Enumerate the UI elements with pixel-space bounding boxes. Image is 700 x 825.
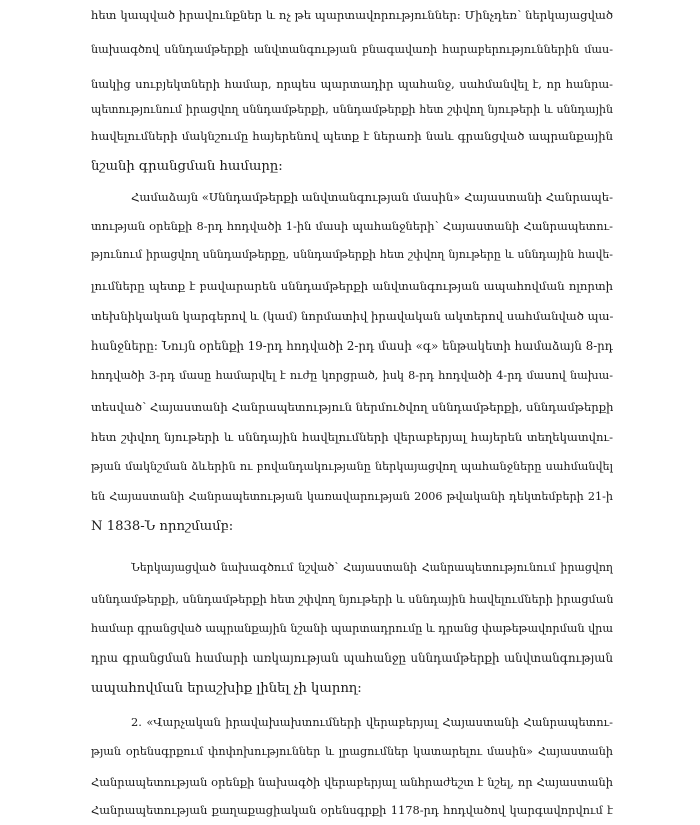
paragraph-3-line: սննդամթերքի, սննդամթերքի հետ շփվող նյութերի և սննդային հավելումների իրացման bbox=[91, 593, 613, 606]
paragraph-2-line: հանջները: Նույն օրենքի 19-րդ հոդվածի 2-րդ մասի «գ» ենթակետի համաձայն 8-րդ bbox=[91, 339, 613, 353]
paragraph-1-line: հետ կապված իրավունքներ և ոչ թե պարտավորություններ: Մինչդեռ՝ ներկայացված bbox=[91, 8, 613, 22]
paragraph-2-line: տեսված՝ Հայաստանի Հանրապետություն ներմուծվող սննդամթերքի, սննդամթերքի bbox=[91, 400, 613, 414]
paragraph-1-line: պետությունում իրացվող սննդամթերքի, սննդամթերքի հետ շփվող նյութերի և սննդային bbox=[91, 103, 613, 116]
paragraph-2-line: են Հայաստանի Հանրապետության կառավարության 2006 թվականի դեկտեմբերի 21-ի bbox=[91, 490, 613, 503]
paragraph-4-line: թյան օրենսգրքում փոփոխություններ և լրացումներ կատարելու մասին» Հայաստանի bbox=[91, 745, 613, 758]
paragraph-1-line-last: նշանի գրանցման համարը: bbox=[91, 159, 283, 174]
paragraph-3-line-last: ապահովման երաշխիք լինել չի կարող: bbox=[91, 681, 362, 696]
paragraph-3-line-first: Ներկայացված նախագծում նշված՝ Հայաստանի Հանրապետությունում իրացվող bbox=[131, 561, 613, 574]
paragraph-2-line-last: N 1838-Ն որոշմամբ: bbox=[91, 519, 234, 534]
paragraph-3-line: դրա գրանցման համարի առկայության պահանջը սննդամթերքի անվտանգության bbox=[91, 651, 613, 665]
paragraph-3-line: համար գրանցված ապրանքային նշանի պարտադրումը և դրանց փաթեթավորման վրա bbox=[91, 622, 613, 635]
paragraph-4-line-first: 2. «Վարչական իրավախախտումների վերաբերյալ Հայաստանի Հանրապետու- bbox=[131, 715, 613, 729]
paragraph-2-line: հոդվածի 3-րդ մասը համարվել է ուժը կորցրած, իսկ 8-րդ հոդվածի 4-րդ մասով նախա- bbox=[91, 369, 613, 382]
paragraph-2-line: հետ շփվող նյութերի և սննդային հավելումների վերաբերյալ հայերեն տեղեկատվու- bbox=[91, 430, 613, 444]
paragraph-2-line: լումները պետք է բավարարեն սննդամթերքի անվտանգության ապահովման ոլորտի bbox=[91, 279, 613, 293]
paragraph-4-line: Հանրապետության օրենքի նախագծի վերաբերյալ անհրաժեշտ է նշել, որ Հայաստանի bbox=[91, 775, 613, 789]
paragraph-2-line: տության օրենքի 8-րդ հոդվածի 1-ին մասի պահանջների՝ Հայաստանի Հանրապետու- bbox=[91, 219, 613, 233]
paragraph-4-line: Հանրապետության քաղաքացիական օրենսգրքի 1178-րդ հոդվածով կարգավորվում է bbox=[91, 803, 613, 817]
paragraph-2-line: թյան մակնշման ձևերին ու բովանդակությանը ներկայացվող պահանջները սահմանվել bbox=[91, 460, 613, 473]
paragraph-1-line: նակից սուբյեկտների համար, որպես պարտադիր պահանջ, սահմանվել է, որ հանրա- bbox=[91, 77, 613, 91]
paragraph-1-line: նախագծով սննդամթերքի անվտանգության բնագավառի հարաբերություններին մաս- bbox=[91, 43, 613, 56]
paragraph-1-line: հավելումների մակնշումը հայերենով պետք է ներառի նաև գրանցված ապրանքային bbox=[91, 129, 613, 143]
paragraph-2-line: տեխնիկական կարգերով և (կամ) նորմատիվ իրավական ակտերով սահմանված պա- bbox=[91, 309, 613, 323]
paragraph-2-line-first: Համաձայն «Սննդամթերքի անվտանգության մասին» Հայաստանի Հանրապե- bbox=[131, 190, 613, 204]
paragraph-2-line: թյունում իրացվող սննդամթերքը, սննդամթերքի հետ շփվող նյութերը և սննդային հավե- bbox=[91, 248, 613, 261]
